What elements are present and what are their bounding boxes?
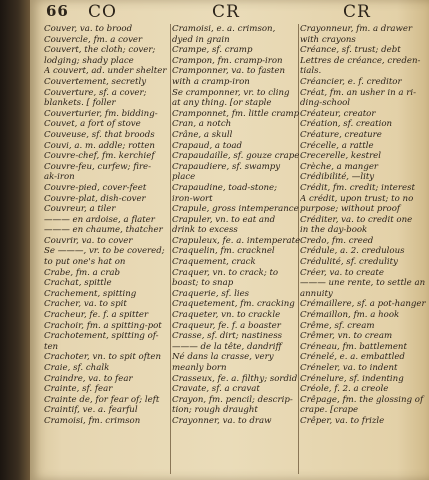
dictionary-entry-line: Couverture, sf. a cover;: [44, 87, 147, 98]
dictionary-entry-line: Couveuse, sf. that broods: [44, 129, 155, 140]
column-3: [300, 24, 429, 427]
dictionary-entry-line: ——— une rente, to settle an: [300, 278, 426, 289]
dictionary-entry-line: with crayons: [300, 34, 356, 45]
dictionary-entry-line: Couverturier, fm. bidding-: [44, 108, 158, 119]
dictionary-entry-line: Cracher, va. to spit: [44, 299, 127, 310]
dictionary-entry-line: Cramponnet, fm. little cramp: [172, 108, 300, 119]
dictionary-entry-line: Crédule, a. 2. credulous: [300, 246, 405, 257]
dictionary-entry-line: Credo, fm. creed: [300, 235, 374, 246]
dictionary-entry-line: Cravate, sf. a cravat: [172, 384, 260, 395]
dictionary-entry-line: blankets. [ foller: [44, 98, 116, 109]
column-1: [44, 24, 170, 427]
dictionary-entry-line: drink to excess: [172, 225, 238, 236]
column-2: [172, 24, 300, 427]
dictionary-entry-line: Couvi, a. m. addle; rotten: [44, 140, 155, 151]
dictionary-entry-line: purpose; without proof: [300, 204, 401, 215]
dictionary-entry-line: Crême, sf. cream: [300, 320, 375, 331]
dictionary-entry-line: Crachoir, fm. a spitting-pot: [44, 320, 162, 331]
dictionary-entry-line: Craquetement, fm. cracking: [172, 299, 295, 310]
dictionary-entry-line: Cracheur, fe. f. a spitter: [44, 310, 149, 321]
dictionary-entry-line: A couvert, ad. under shelter: [44, 66, 167, 77]
dictionary-entry-line: Crédibilité, —lity: [300, 172, 375, 183]
dictionary-entry-line: Couvertement, secretly: [44, 76, 147, 87]
dictionary-entry-line: Créateur, creator: [300, 108, 376, 119]
dictionary-entry-line: Couvercle, fm. a cover: [44, 34, 143, 45]
dictionary-entry-line: Crayon, fm. pencil; descrip-: [172, 394, 293, 405]
dictionary-entry-line: Crapuleux, fe. a. intemperate: [172, 235, 300, 246]
dictionary-entry-line: Crampon, fm. cramp-iron: [172, 55, 283, 66]
dictionary-entry-line: ——— en chaume, thatcher: [44, 225, 163, 236]
dictionary-entry-line: Crampe, sf. cramp: [172, 45, 253, 56]
dictionary-entry-line: Créditer, va. to credit one: [300, 214, 413, 225]
dictionary-entry-line: Crapuler, vn. to eat and: [172, 214, 276, 225]
dictionary-entry-line: Crénelé, e. a. embattled: [300, 352, 405, 363]
dictionary-entry-line: Crémaillere, sf. a pot-hanger: [300, 299, 426, 310]
dictionary-entry-line: Crêmer, vn. to cream: [300, 331, 393, 342]
dictionary-entry-line: Crémaillon, fm. a hook: [300, 310, 400, 321]
dictionary-entry-line: Crainte de, for fear of; left: [44, 394, 160, 405]
dictionary-entry-line: Crabe, fm. a crab: [44, 267, 121, 278]
dictionary-entry-line: Crapaud, a toad: [172, 140, 243, 151]
dictionary-entry-line: Crénelure, sf. indenting: [300, 373, 404, 384]
dictionary-entry-line: ak-iron: [44, 172, 75, 183]
dictionary-entry-line: Crayonner, va. to draw: [172, 415, 272, 426]
dictionary-entry-line: Couvreur, a tiler: [44, 204, 116, 215]
dictionary-entry-line: Craie, sf. chalk: [44, 363, 110, 373]
dictionary-entry-line: Créole, f. 2. a creole: [300, 384, 389, 395]
dictionary-entry-line: Crédulité, sf. credulity: [300, 257, 398, 268]
dictionary-entry-line: Création, sf. creation: [300, 119, 393, 130]
dictionary-entry-line: Craindre, va. to fear: [44, 373, 133, 384]
dictionary-entry-line: place: [172, 172, 196, 183]
dictionary-entry-line: Crâne, a skull: [172, 129, 233, 140]
dictionary-entry-line: Cran, a notch: [172, 119, 232, 130]
column-divider: [170, 24, 171, 474]
dictionary-entry-line: Crachat, spittle: [44, 278, 112, 289]
dictionary-entry-line: Couvet, a fort of stove: [44, 119, 141, 130]
column-3-header: CR: [343, 2, 371, 22]
dictionary-entry-line: Craquelin, fm. cracknel: [172, 246, 275, 257]
dictionary-entry-line: with a cramp-iron: [172, 76, 250, 87]
dictionary-entry-line: Créance, sf. trust; debt: [300, 45, 401, 56]
dictionary-entry-line: tials.: [300, 66, 322, 77]
dictionary-entry-line: ——— en ardoise, a flater: [44, 214, 155, 225]
dictionary-entry-line: dyed in grain: [172, 34, 230, 45]
dictionary-entry-line: A crédit, upon trust; to no: [300, 193, 414, 204]
dictionary-entry-line: Crécelle, a rattle: [300, 140, 374, 151]
page-number: 66: [46, 2, 69, 20]
dictionary-entry-line: Crainte, sf. fear: [44, 384, 113, 395]
book-spine-shadow: [0, 0, 30, 480]
dictionary-entry-line: Crasseux, fe. a. filthy; sordid: [172, 373, 298, 384]
dictionary-entry-line: Crêpage, fm. the glossing of: [300, 394, 424, 405]
dictionary-entry-line: Crapaudaille, sf. gouze crape: [172, 151, 300, 162]
dictionary-entry-line: at any thing. [or staple: [172, 98, 272, 109]
dictionary-entry-line: Couvrir, va. to cover: [44, 235, 133, 246]
dictionary-entry-line: Crecerelle, kestrel: [300, 151, 382, 162]
dictionary-entry-line: Craqueur, fe. f. a boaster: [172, 320, 281, 331]
dictionary-entry-line: Couvre-plat, dish-cover: [44, 193, 146, 204]
dictionary-entry-line: Se ———, vr. to be covered;: [44, 246, 165, 257]
dictionary-entry-line: Créancier, e. f. creditor: [300, 76, 402, 87]
dictionary-entry-line: Craquerie, sf. lies: [172, 288, 250, 299]
dictionary-entry-line: Crapaudiere, sf. swampy: [172, 161, 281, 172]
dictionary-entry-line: Crèche, a manger: [300, 161, 379, 172]
dictionary-entry-line: Crachoter, vn. to spit often: [44, 352, 161, 363]
dictionary-entry-line: Cramoisi, fm. crimson: [44, 415, 141, 426]
dictionary-entry-line: iron-wort: [172, 193, 213, 204]
dictionary-entry-line: Créer, va. to create: [300, 267, 384, 278]
dictionary-entry-line: Crasse, sf. dirt; nastiness: [172, 331, 283, 342]
dictionary-entry-line: Cramoisi, e. a. crimson,: [172, 24, 276, 34]
dictionary-entry-line: Craquement, crack: [172, 257, 256, 268]
dictionary-entry-line: Crêper, va. to frizle: [300, 415, 385, 426]
dictionary-entry-line: Couvert, the cloth; cover;: [44, 45, 156, 56]
dictionary-entry-line: in the day-book: [300, 225, 368, 236]
dictionary-entry-line: Crayonneur, fm. a drawer: [300, 24, 413, 34]
dictionary-entry-line: Crapule, gross intemperance: [172, 204, 299, 215]
dictionary-entry-line: Crédit, fm. credit; interest: [300, 182, 415, 193]
dictionary-entry-line: ten: [44, 341, 59, 352]
dictionary-entry-line: Craintif, ve. a. fearful: [44, 405, 138, 416]
dictionary-entry-line: Couver, va. to brood: [44, 24, 133, 34]
dictionary-entry-line: annuity: [300, 288, 333, 299]
dictionary-entry-line: Né dans la crasse, very: [172, 352, 274, 363]
dictionary-entry-line: Craqueter, vn. to crackle: [172, 310, 281, 321]
dictionary-entry-line: Créneler, va. to indent: [300, 363, 398, 373]
dictionary-entry-line: Crachement, spitting: [44, 288, 137, 299]
dictionary-entry-line: to put one's hat on: [44, 257, 126, 268]
dictionary-entry-line: Créature, creature: [300, 129, 382, 140]
dictionary-entry-line: Crapaudine, toad-stone;: [172, 182, 278, 193]
dictionary-entry-line: boast; to snap: [172, 278, 234, 289]
dictionary-entry-line: Se cramponner, vr. to cling: [172, 87, 290, 98]
dictionary-entry-line: tion; rough draught: [172, 405, 258, 416]
dictionary-entry-line: Cramponner, va. to fasten: [172, 66, 286, 77]
dictionary-entry-line: Lettres de créance, creden-: [300, 55, 421, 66]
dictionary-entry-line: crape. [crape: [300, 405, 359, 416]
dictionary-entry-line: meanly born: [172, 363, 227, 373]
dictionary-entry-line: Craquer, vn. to crack; to: [172, 267, 279, 278]
dictionary-entry-line: ding-school: [300, 98, 351, 109]
dictionary-entry-line: Créneau, fm. battlement: [300, 341, 407, 352]
dictionary-entry-line: Couvre-feu, curfew; fire-: [44, 161, 152, 172]
dictionary-entry-line: Créat, fm. an usher in a ri-: [300, 87, 417, 98]
dictionary-entry-line: ——— de la tête, dandriff: [172, 341, 282, 352]
dictionary-entry-line: Crachotement, spitting of-: [44, 331, 159, 342]
dictionary-entry-line: lodging; shady place: [44, 55, 134, 66]
dictionary-entry-line: Couvre-pied, cover-feet: [44, 182, 147, 193]
column-2-header: CR: [212, 2, 240, 22]
column-1-header: CO: [88, 2, 117, 22]
dictionary-entry-line: Couvre-chef, fm. kerchief: [44, 151, 155, 162]
